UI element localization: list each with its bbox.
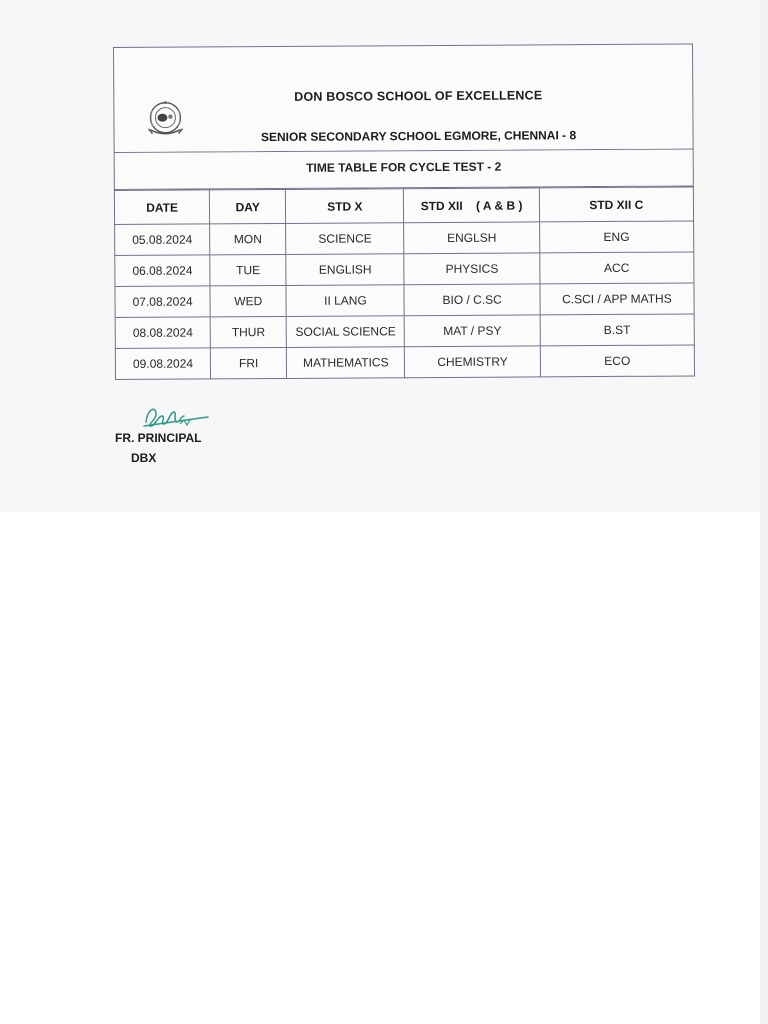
cell-std-x: II LANG xyxy=(286,285,404,317)
cell-std-xii-ab: ENGLSH xyxy=(404,222,539,254)
header-std-xii-ab: STD XII ( A & B ) xyxy=(404,188,539,223)
header-std-x: STD X xyxy=(286,189,404,224)
table-header-row xyxy=(114,187,693,225)
cell-std-xii-c: C.SCI / APP MATHS xyxy=(540,283,694,315)
cell-std-xii-ab: BIO / C.SC xyxy=(404,284,539,316)
header-date: DATE xyxy=(114,190,209,225)
document-header xyxy=(113,43,694,152)
table-row xyxy=(115,221,694,256)
cell-day: FRI xyxy=(210,347,286,378)
table-row xyxy=(115,283,694,318)
timetable-title: TIME TABLE FOR CYCLE TEST - 2 xyxy=(114,148,694,190)
cell-std-xii-c: ECO xyxy=(540,345,694,377)
cell-std-xii-c: B.ST xyxy=(540,314,694,346)
cell-std-x: SOCIAL SCIENCE xyxy=(286,316,404,348)
school-name: DON BOSCO SCHOOL OF EXCELLENCE xyxy=(294,88,543,104)
timetable-sheet xyxy=(113,43,695,380)
cell-std-xii-ab: CHEMISTRY xyxy=(405,346,540,378)
signatory-title: FR. PRINCIPAL xyxy=(115,431,202,445)
cell-date: 07.08.2024 xyxy=(115,286,210,318)
header-day: DAY xyxy=(210,189,286,223)
cell-day: THUR xyxy=(210,316,286,347)
cell-day: MON xyxy=(210,223,286,254)
cell-day: TUE xyxy=(210,254,286,285)
cell-date: 09.08.2024 xyxy=(115,348,210,380)
cell-std-x: ENGLISH xyxy=(286,254,404,286)
table-row xyxy=(115,252,694,287)
school-subtitle: SENIOR SECONDARY SCHOOL EGMORE, CHENNAI - 8 xyxy=(260,128,577,145)
cell-std-x: SCIENCE xyxy=(286,223,404,255)
header-std-xii-c: STD XII C xyxy=(539,187,694,222)
cell-std-x: MATHEMATICS xyxy=(287,347,405,379)
table-row xyxy=(115,345,694,380)
cell-std-xii-ab: MAT / PSY xyxy=(405,315,540,347)
timetable-table xyxy=(114,186,695,380)
table-row xyxy=(115,314,694,349)
cell-std-xii-c: ENG xyxy=(539,221,693,253)
signatory-org: DBX xyxy=(131,451,157,465)
cell-std-xii-c: ACC xyxy=(539,252,693,284)
scan-edge xyxy=(760,0,768,1024)
cell-date: 06.08.2024 xyxy=(115,255,210,287)
cell-std-xii-ab: PHYSICS xyxy=(404,253,539,285)
cell-date: 08.08.2024 xyxy=(115,317,210,349)
cell-date: 05.08.2024 xyxy=(115,224,210,256)
cell-day: WED xyxy=(210,285,286,316)
